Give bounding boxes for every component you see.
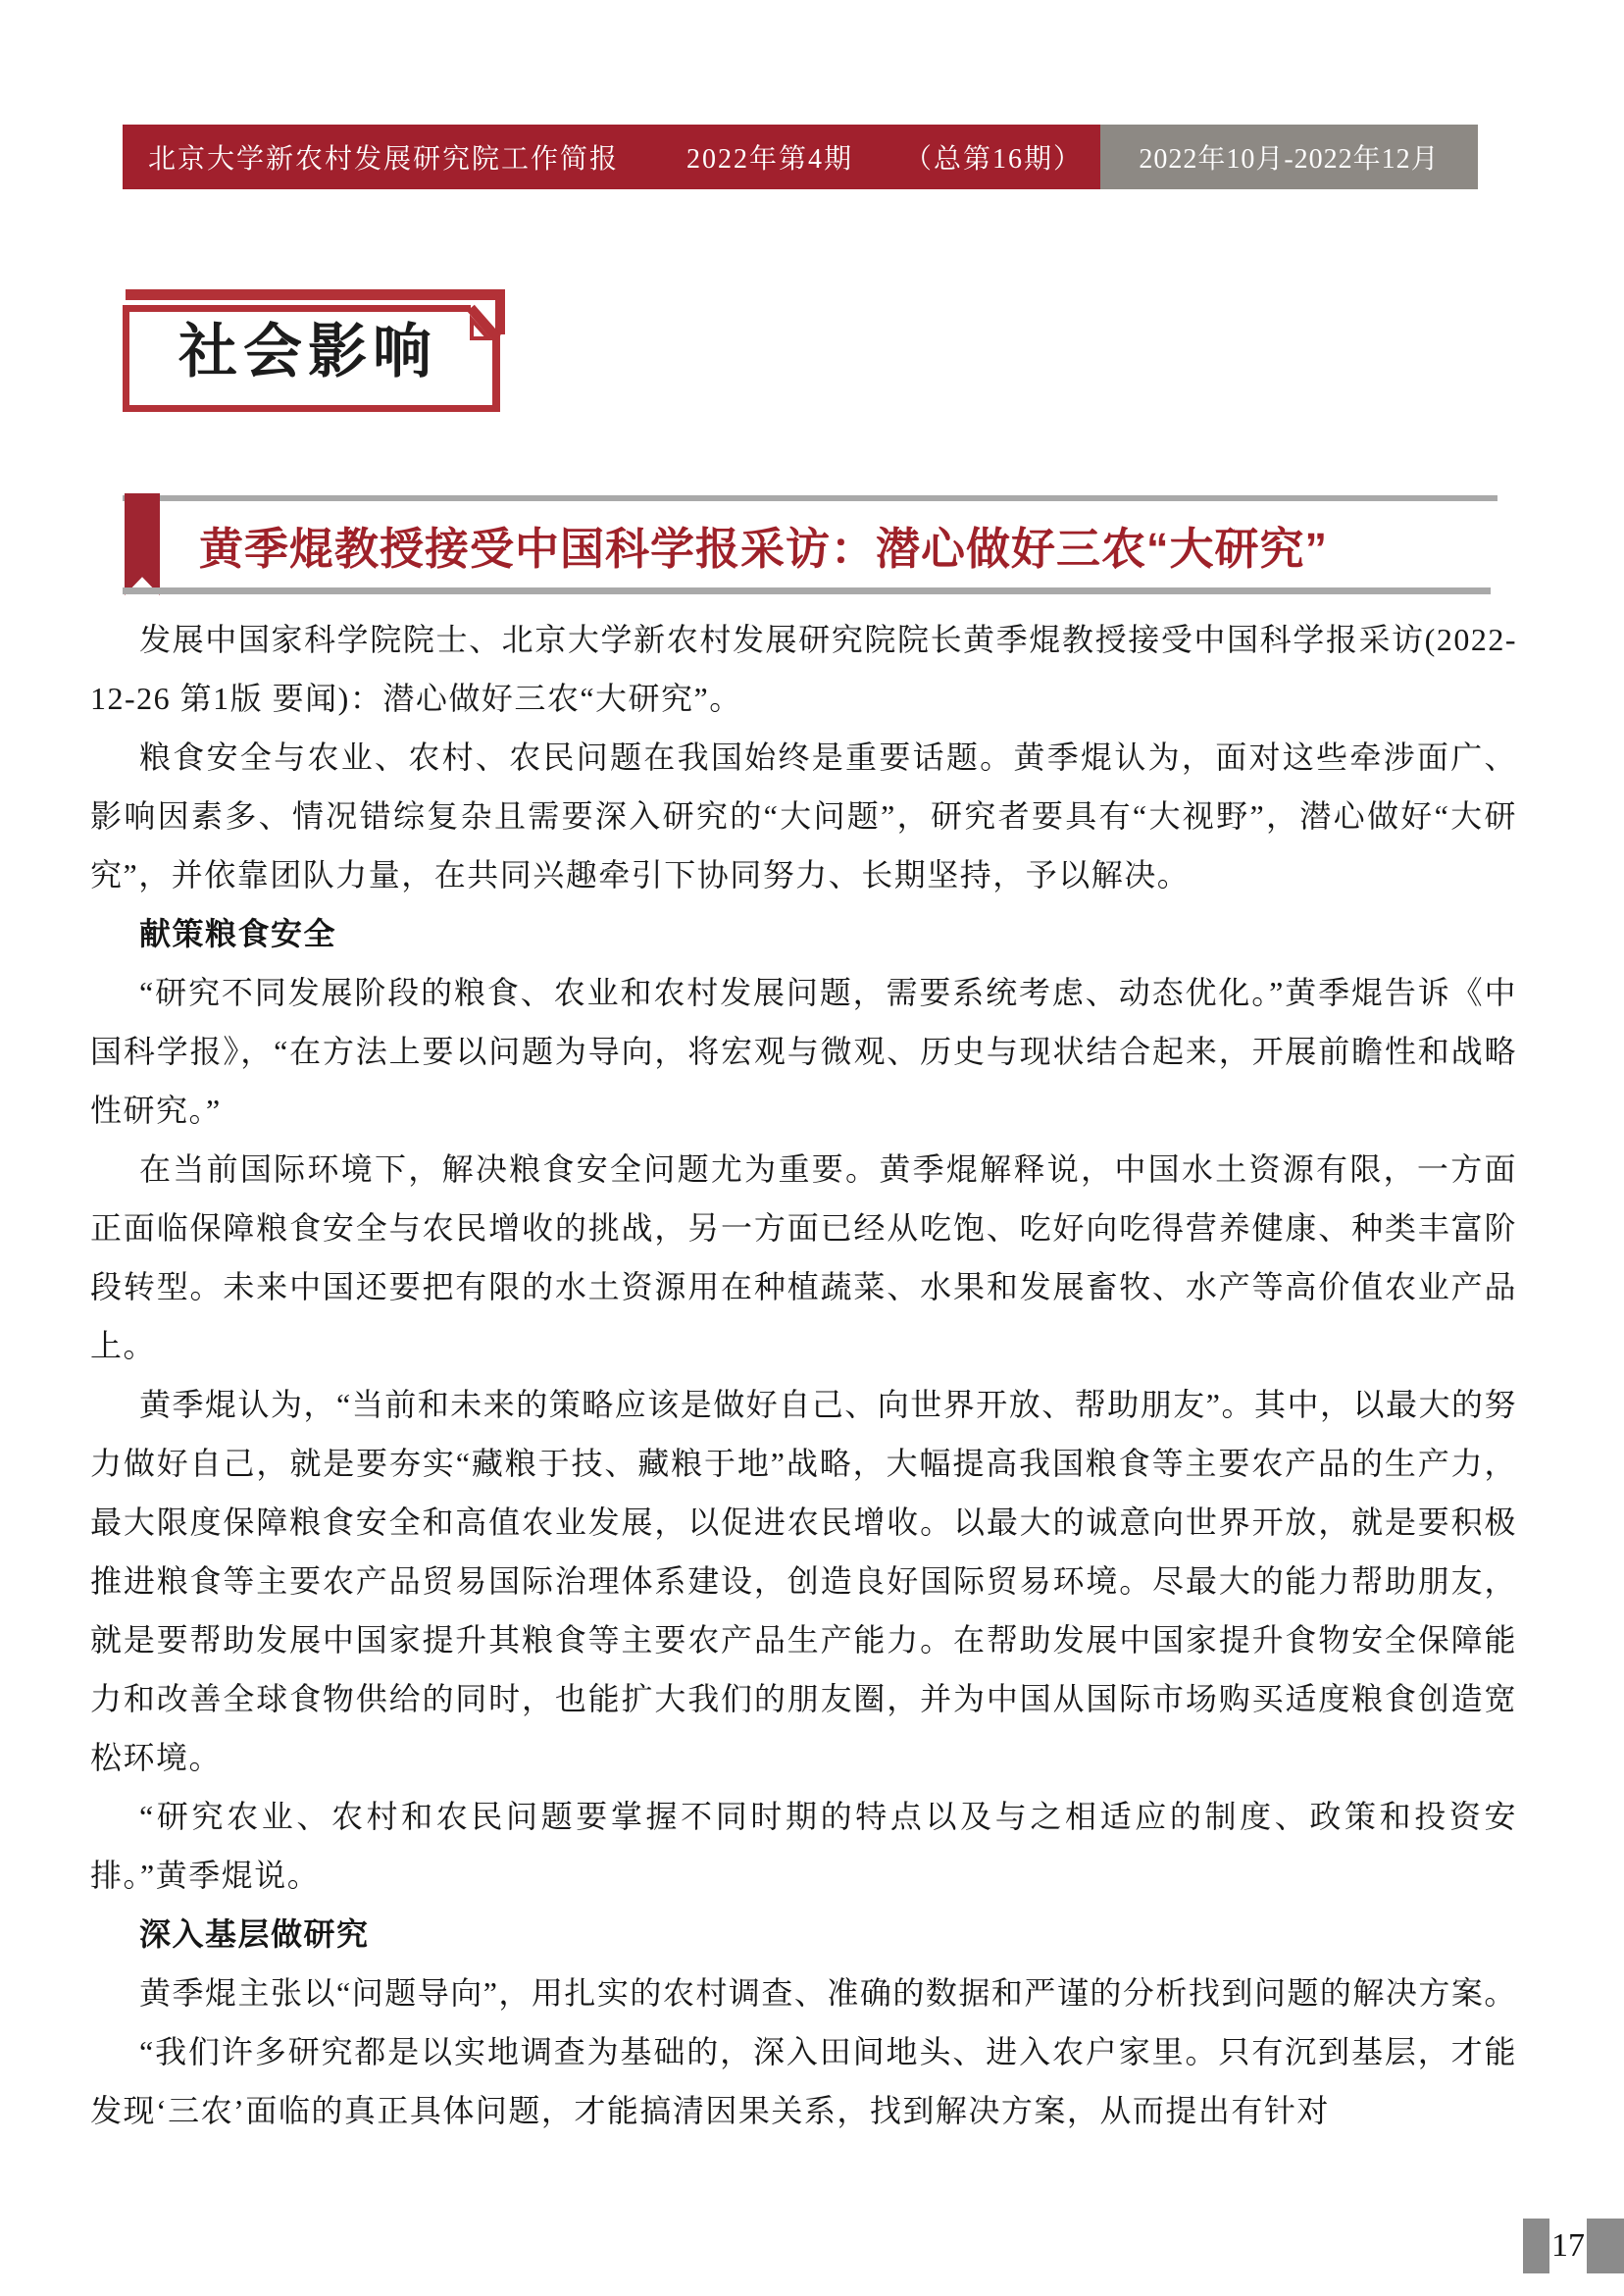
article-body	[90, 610, 1517, 2140]
issue-group	[686, 137, 1083, 177]
footer-block-icon	[1587, 2219, 1624, 2273]
footer-block-icon	[1523, 2219, 1549, 2273]
paragraph: “研究农业、农村和农民问题要掌握不同时期的特点以及与之相适应的制度、政策和投资安排。”黄季焜说。	[90, 1799, 1517, 1893]
header-red-segment	[123, 125, 1100, 189]
header-bar	[123, 125, 1478, 189]
paragraph: 黄季焜主张以“问题导向”，用扎实的农村调查、准确的数据和严谨的分析找到问题的解决方案。	[139, 1975, 1517, 2011]
paragraph: 发展中国家科学院院士、北京大学新农村发展研究院院长黄季焜教授接受中国科学报采访(2022-12-26 第1版 要闻)：潜心做好三农“大研究”。	[90, 622, 1517, 716]
issue-number: 2022年第4期	[685, 144, 853, 175]
paragraph: 在当前国际环境下，解决粮食安全问题尤为重要。黄季焜解释说，中国水土资源有限，一方面正面临保障粮食安全与农民增收的挑战，另一方面已经从吃饱、吃好向吃得营养健康、种类丰富阶段转型。未来中国还要把有限的水土资源用在种植蔬菜、水果和发展畜牧、水产等高价值农业产品上。	[90, 1151, 1517, 1363]
article-header	[123, 493, 1497, 597]
paragraph: “研究不同发展阶段的粮食、农业和农村发展问题，需要系统考虑、动态优化。”黄季焜告诉《中国科学报》，“在方法上要以问题为导向，将宏观与微观、历史与现状结合起来，开展前瞻性和战略性研究。”	[90, 975, 1517, 1128]
page-footer	[1523, 2219, 1624, 2273]
issue-total: （总第16期）	[903, 144, 1083, 175]
sub-heading: 深入基层做研究	[139, 1916, 370, 1952]
paragraph: 黄季焜认为，“当前和未来的策略应该是做好自己、向世界开放、帮助朋友”。其中，以最大的努力做好自己，就是要夯实“藏粮于技、藏粮于地”战略，大幅提高我国粮食等主要农产品的生产力，最大限度保障粮食安全和高值农业发展，以促进农民增收。以最大的诚意向世界开放，就是要积极推进粮食等主要农产品贸易国际治理体系建设，创造良好国际贸易环境。尽最大的能力帮助朋友，就是要帮助发展中国家提升其粮食等主要农产品生产能力。在帮助发展中国家提升食物安全保障能力和改善全球食物供给的同时，也能扩大我们的朋友圈，并为中国从国际市场购买适度粮食创造宽松环境。	[90, 1387, 1517, 1775]
sub-heading: 献策粮食安全	[139, 916, 337, 951]
newsletter-title: 北京大学新农村发展研究院工作简报	[148, 144, 620, 175]
bookmark-ribbon-icon	[125, 493, 160, 595]
paragraph: “我们许多研究都是以实地调查为基础的，深入田间地头、进入农户家里。只有沉到基层，才能发现‘三农’面临的真正具体问题，才能搞清因果关系，找到解决方案，从而提出有针对	[90, 2034, 1517, 2128]
date-range: 2022年10月-2022年12月	[1100, 125, 1478, 189]
section-badge	[123, 284, 507, 412]
section-badge-label: 社会影响	[178, 319, 437, 384]
divider-line	[123, 587, 1491, 594]
paragraph: 粮食安全与农业、农村、农民问题在我国始终是重要话题。黄季焜认为，面对这些牵涉面广、影响因素多、情况错综复杂且需要深入研究的“大问题”，研究者要具有“大视野”，潜心做好“大研究”，并依靠团队力量，在共同兴趣牵引下协同努力、长期坚持，予以解决。	[90, 740, 1517, 893]
divider-line	[123, 495, 1497, 501]
article-title: 黄季焜教授接受中国科学报采访：潜心做好三农“大研究”	[199, 524, 1329, 574]
page-number: 17	[1551, 2227, 1585, 2264]
